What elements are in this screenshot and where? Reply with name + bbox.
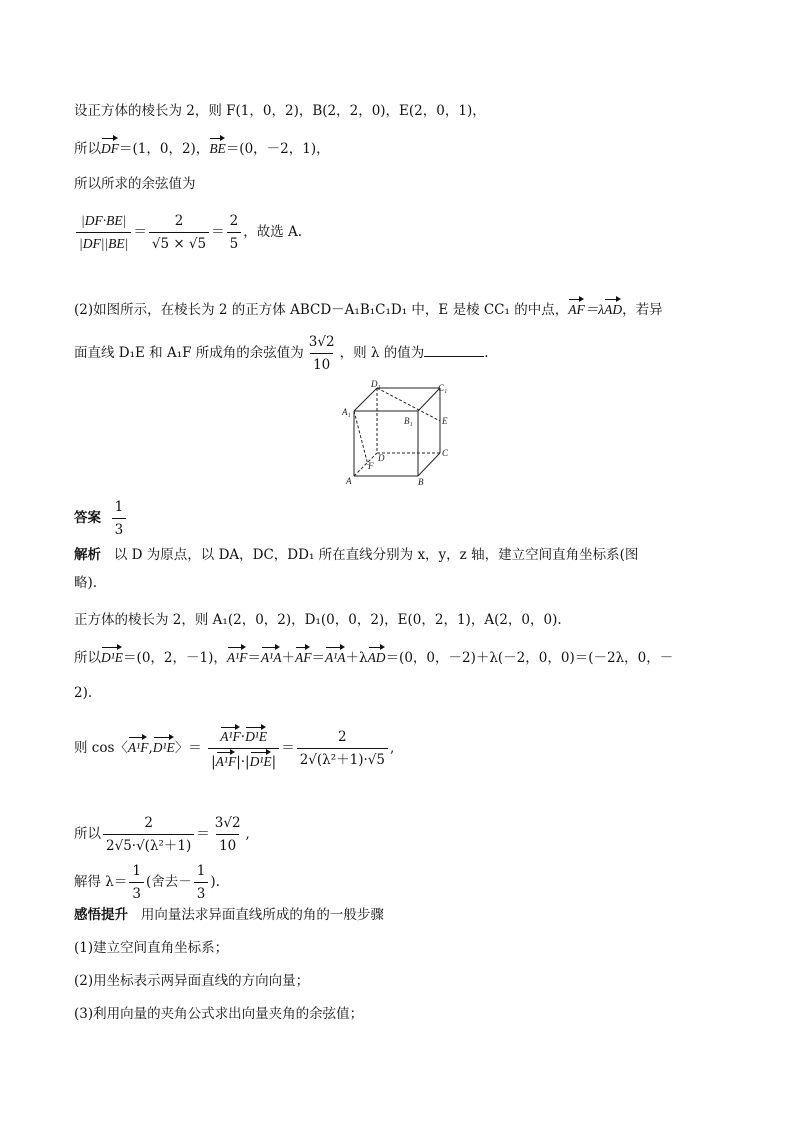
setup-line: 设正方体的棱长为 2，则 F(1，0，2)，B(2，2，0)，E(2，0，1)， xyxy=(74,103,486,119)
label-B: B xyxy=(418,477,424,487)
equation-line: 所以 $\frac{2}{\text{2√5·√(λ²＋1)}}$ ＝ $\frac{3√2}{10}$ , xyxy=(74,815,250,854)
cos-formula: 则 cos〈A¹F,D¹E〉＝ $\frac{\text{A¹F·D¹E}}{\text{|A¹F|·|D¹E|}}$ ＝ $\frac{2}{\text{2√(λ²＋1)·√5}}$ , xyxy=(74,726,394,771)
analysis-line-5: 2). xyxy=(74,685,93,701)
solution-line: 解得 λ＝ $\frac{1}{3}$ (舍去－ $\frac{1}{3}$ ). xyxy=(74,863,220,902)
cosine-intro: 所以所求的余弦值为 xyxy=(74,176,196,192)
insight-title: 感悟提升 用向量法求异面直线所成的角的一般步骤 xyxy=(74,907,384,923)
answer-line: 答案 $\frac{1}{3}$ xyxy=(74,498,128,539)
label-E: E xyxy=(442,416,448,426)
label-A: A xyxy=(346,476,352,486)
analysis-line-3: 正方体的棱长为 2，则 A₁(2，0，2)，D₁(0，0，2)，E(0，2，1)，A(2，0，0). xyxy=(74,612,562,628)
question-2-line-2: 面直线 D₁E 和 A₁F 所成角的余弦值为 $\frac{3√2}{10}$ ，则 λ 的值为 . xyxy=(74,334,489,373)
analysis-line-1: 解析 以 D 为原点，以 DA，DC，DD₁ 所在直线分别为 x，y，z 轴，建立空间直角坐标系(图 xyxy=(74,547,639,563)
label-A1: A₁ xyxy=(342,407,351,417)
vector-df: DF xyxy=(101,137,119,159)
cosine-formula: $\frac{|DF\cdot BE|}{|DF||BE|}$ ＝ $\frac{2}{√5 \times √5}$ ＝ $\frac{2}{5}$ ，故选 A. xyxy=(74,212,302,253)
label-C1: C₁ xyxy=(438,383,448,393)
vectors-line: 所以DF＝(1，0，2)，BE＝(0，－2，1)， xyxy=(74,137,330,159)
label-F: F xyxy=(368,461,374,471)
fraction-mid: $\frac{2}{√5 \times √5}$ xyxy=(149,212,209,253)
insight-step-3: (3)利用向量的夹角公式求出向量夹角的余弦值； xyxy=(74,1006,364,1022)
label-C: C xyxy=(442,448,449,458)
answer-blank xyxy=(424,344,484,357)
vector-be: BE xyxy=(209,137,226,159)
analysis-line-2: 略). xyxy=(74,575,98,591)
cube-figure xyxy=(338,378,458,490)
insight-step-1: (1)建立空间直角坐标系； xyxy=(74,940,229,956)
label-D1: D₁ xyxy=(371,379,381,389)
fraction-left: $\frac{|DF\cdot BE|}{|DF||BE|}$ xyxy=(76,212,131,253)
label-B1: B₁ xyxy=(404,416,413,426)
insight-step-2: (2)用坐标表示两异面直线的方向向量； xyxy=(74,973,310,989)
analysis-line-4: 所以D¹E＝(0，2，－1)，A¹F＝A¹A＋AF＝A¹A＋λAD＝(0，0，－2)＋λ(－2，0，0)＝(－2λ，0，－ xyxy=(74,646,673,668)
label-D: D xyxy=(378,453,385,463)
fraction-right: $\frac{2}{5}$ xyxy=(227,212,242,253)
answer-fraction: $\frac{1}{3}$ xyxy=(112,498,127,539)
question-2-line-1: (2)如图所示，在棱长为 2 的正方体 ABCD－A₁B₁C₁D₁ 中，E 是棱 CC₁ 的中点，AF＝λAD，若异 xyxy=(74,298,663,320)
